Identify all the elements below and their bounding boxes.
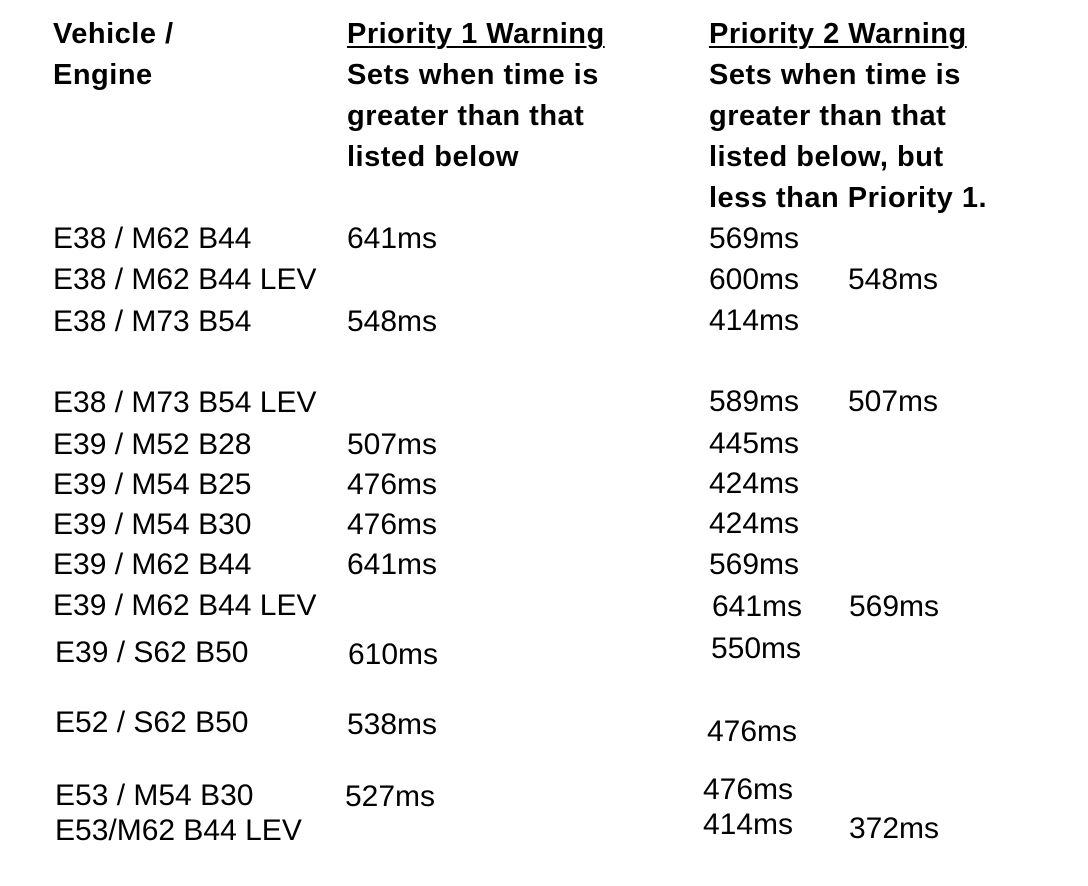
priority-2-cell: 600ms [709, 263, 800, 296]
priority-1-cell: 476ms [347, 468, 438, 501]
header-vehicle [53, 14, 174, 96]
header-priority-2-line-4: less than Priority 1. [709, 182, 988, 214]
header-priority-1-title: Priority 1 Warning [347, 18, 605, 50]
vehicle-cell: E39 / M54 B25 [53, 468, 252, 501]
vehicle-cell: E38 / M62 B44 LEV [53, 263, 317, 296]
vehicle-cell: E53 / M54 B30 [55, 779, 254, 812]
header-priority-2 [709, 14, 987, 219]
extra-value-cell: 569ms [849, 590, 940, 623]
priority-1-cell: 641ms [347, 222, 438, 255]
vehicle-cell: E39 / M62 B44 [53, 548, 252, 581]
header-priority-2-line-1: Sets when time is [709, 59, 961, 91]
priority-2-cell: 569ms [709, 222, 800, 255]
vehicle-cell: E38 / M73 B54 [53, 305, 252, 338]
header-priority-1-line-3: listed below [347, 141, 519, 173]
header-priority-2-line-3: listed below, but [709, 141, 944, 173]
priority-1-cell: 538ms [347, 708, 438, 741]
priority-2-cell: 414ms [703, 808, 794, 841]
priority-1-cell: 641ms [347, 548, 438, 581]
vehicle-cell: E39 / S62 B50 [55, 636, 249, 669]
priority-1-cell: 527ms [345, 780, 436, 813]
priority-1-cell: 476ms [347, 508, 438, 541]
priority-2-cell: 641ms [712, 590, 803, 623]
priority-2-cell: 589ms [709, 385, 800, 418]
header-priority-1-line-1: Sets when time is [347, 59, 599, 91]
header-priority-1-line-2: greater than that [347, 100, 585, 132]
vehicle-cell: E39 / M54 B30 [53, 508, 252, 541]
header-vehicle-line-2: Engine [53, 59, 153, 91]
vehicle-cell: E39 / M62 B44 LEV [53, 589, 317, 622]
extra-value-cell: 548ms [848, 263, 939, 296]
vehicle-cell: E39 / M52 B28 [53, 428, 252, 461]
priority-2-cell: 476ms [707, 715, 798, 748]
priority-2-cell: 445ms [709, 427, 800, 460]
priority-1-cell: 507ms [347, 428, 438, 461]
priority-2-cell: 476ms [703, 773, 794, 806]
vehicle-cell: E53/M62 B44 LEV [55, 814, 302, 847]
extra-value-cell: 507ms [848, 385, 939, 418]
priority-2-cell: 414ms [709, 304, 800, 337]
priority-2-cell: 550ms [711, 632, 802, 665]
vehicle-cell: E38 / M73 B54 LEV [53, 386, 317, 419]
priority-2-cell: 424ms [709, 467, 800, 500]
priority-2-cell: 569ms [709, 548, 800, 581]
priority-1-cell: 610ms [348, 638, 439, 671]
header-vehicle-line-1: Vehicle / [53, 18, 174, 50]
priority-2-cell: 424ms [709, 507, 800, 540]
vehicle-cell: E38 / M62 B44 [53, 222, 252, 255]
header-priority-1 [347, 14, 605, 178]
vehicle-cell: E52 / S62 B50 [55, 706, 249, 739]
extra-value-cell: 372ms [849, 812, 940, 845]
priority-1-cell: 548ms [347, 305, 438, 338]
header-priority-2-line-2: greater than that [709, 100, 947, 132]
header-priority-2-title: Priority 2 Warning [709, 18, 967, 50]
